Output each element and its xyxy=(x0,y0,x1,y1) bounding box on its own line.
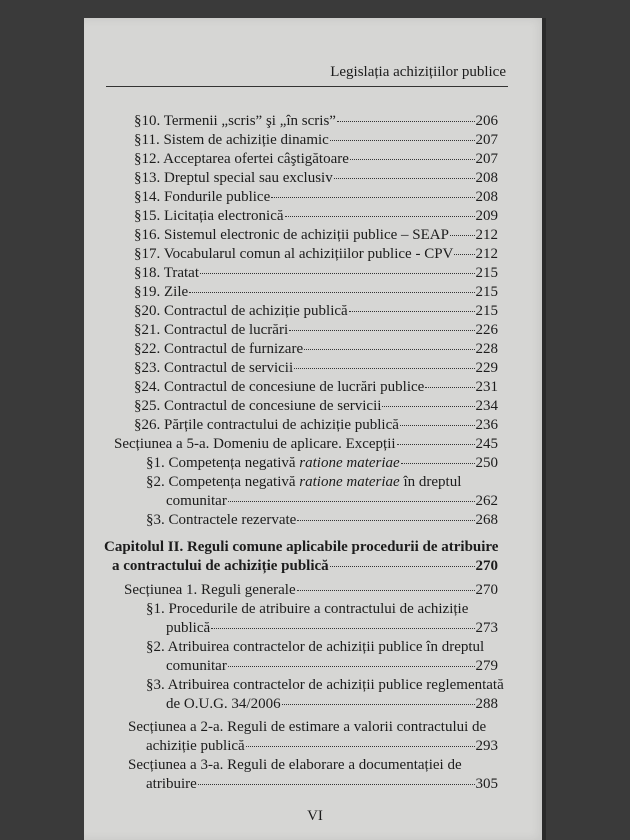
toc-entry-line: §2. Competența negativă ratione materiae în dreptul xyxy=(146,474,462,490)
toc-entry: §1. Competența negativă ratione materiae 250 xyxy=(146,455,498,471)
toc-entry: comunitar 262 xyxy=(166,493,498,509)
chapter-title-cont: a contractului de achiziție publică 270 xyxy=(112,558,498,574)
toc-entry: §23. Contractul de servicii 229 xyxy=(134,360,498,376)
book-page xyxy=(84,18,546,840)
toc-section-line: Secțiunea a 2-a. Reguli de estimare a valorii contractului de xyxy=(128,719,487,735)
toc-entry: de O.U.G. 34/2006 288 xyxy=(166,696,498,712)
toc-entry: §14. Fondurile publice 208 xyxy=(134,189,498,205)
toc-entry-line: §2. Atribuirea contractelor de achiziții publice în dreptul xyxy=(146,639,485,655)
toc-entry-line: §1. Procedurile de atribuire a contractului de achiziție xyxy=(146,601,469,617)
toc-section-entry: Secțiunea a 5-a. Domeniu de aplicare. Excepții 245 xyxy=(114,436,498,452)
toc-entry-line: §3. Atribuirea contractelor de achiziții publice reglementată xyxy=(146,677,504,693)
toc-entry: §26. Părțile contractului de achiziție publică 236 xyxy=(134,417,498,433)
header-rule xyxy=(106,86,508,87)
toc-section-entry: atribuire 305 xyxy=(146,776,498,792)
toc-entry: §11. Sistem de achiziție dinamic 207 xyxy=(134,132,498,148)
toc-entry: §17. Vocabularul comun al achizițiilor publice - CPV 212 xyxy=(134,246,498,262)
toc-entry: §19. Zile 215 xyxy=(134,284,498,300)
toc-entry: comunitar 279 xyxy=(166,658,498,674)
toc-entry: §20. Contractul de achiziție publică 215 xyxy=(134,303,498,319)
toc-entry: §10. Termenii „scris” şi „în scris” 206 xyxy=(134,113,498,129)
toc-entry: §22. Contractul de furnizare 228 xyxy=(134,341,498,357)
toc-entry: §24. Contractul de concesiune de lucrări publice 231 xyxy=(134,379,498,395)
chapter-title: Capitolul II. Reguli comune aplicabile procedurii de atribuire xyxy=(104,539,499,555)
running-header: Legislația achizițiilor publice xyxy=(330,64,506,80)
toc-entry: §16. Sistemul electronic de achiziții publice – SEAP 212 xyxy=(134,227,498,243)
toc-entry: §25. Contractul de concesiune de servicii 234 xyxy=(134,398,498,414)
toc-entry: §13. Dreptul special sau exclusiv 208 xyxy=(134,170,498,186)
toc-entry: §18. Tratat 215 xyxy=(134,265,498,281)
toc-entry: §21. Contractul de lucrări 226 xyxy=(134,322,498,338)
toc-section-entry: Secțiunea 1. Reguli generale 270 xyxy=(124,582,498,598)
page-number: VI xyxy=(307,808,323,824)
toc-entry: §15. Licitația electronică 209 xyxy=(134,208,498,224)
toc-entry: publică 273 xyxy=(166,620,498,636)
toc-entry: §12. Acceptarea ofertei câştigătoare 207 xyxy=(134,151,498,167)
toc-entry: §3. Contractele rezervate 268 xyxy=(146,512,498,528)
toc-section-line: Secțiunea a 3-a. Reguli de elaborare a documentației de xyxy=(128,757,462,773)
toc-section-entry: achiziție publică 293 xyxy=(146,738,498,754)
book-spine-shadow xyxy=(542,18,546,840)
